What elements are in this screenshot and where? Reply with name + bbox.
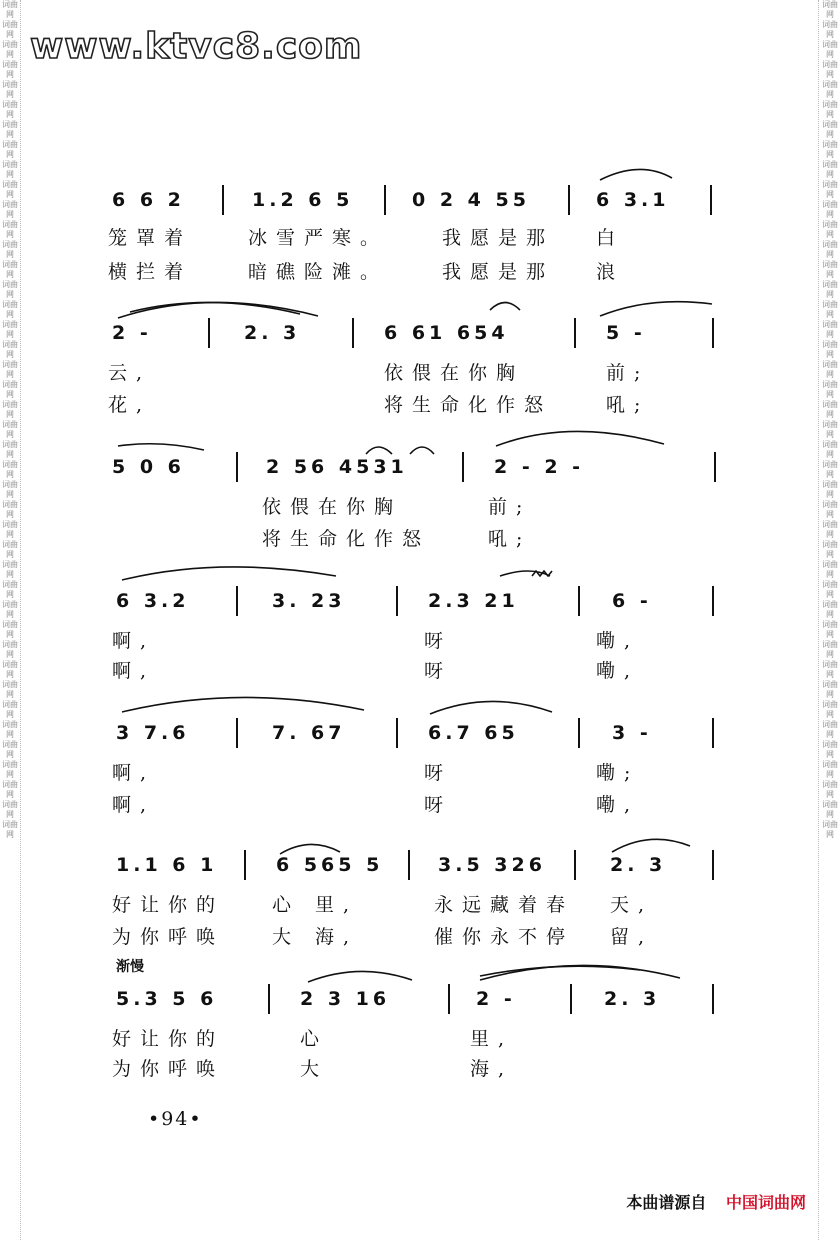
lyric: 呀: [424, 630, 453, 652]
slur: [118, 302, 318, 318]
barline: [570, 984, 572, 1014]
lyric: 为你呼唤: [112, 926, 225, 948]
lyric: 啊,: [112, 630, 156, 652]
slur: [308, 971, 412, 982]
lyric: 依偎在你胸: [262, 496, 403, 518]
measure: 1.1 6 1: [116, 854, 218, 876]
barline: [236, 452, 238, 482]
lyric: 嘞;: [596, 762, 640, 784]
measure: 2. 3: [610, 854, 667, 876]
measure: 6 3.2: [116, 590, 190, 612]
barline: [712, 850, 714, 880]
lyric: 白: [596, 227, 625, 249]
lyric: 暗礁险滩。: [248, 261, 389, 283]
lyric: 吼;: [488, 528, 532, 550]
measure: 2. 3: [244, 322, 301, 344]
lyric: 依偎在你胸: [384, 362, 525, 384]
lyric: 心 里,: [272, 894, 359, 916]
lyric: 前;: [606, 362, 650, 384]
lyric: 海,: [470, 1058, 514, 1080]
page-number: •94•: [148, 1108, 203, 1130]
barline: [208, 318, 210, 348]
lyric: 大: [300, 1058, 329, 1080]
lyric: 呀: [424, 794, 453, 816]
measure: 3 -: [612, 722, 652, 744]
lyric: 留,: [610, 926, 654, 948]
lyric: 永远藏着春: [434, 894, 575, 916]
lyric: 啊,: [112, 762, 156, 784]
barline: [712, 586, 714, 616]
lyric: 吼;: [606, 394, 650, 416]
barline: [222, 185, 224, 215]
footer-brand-link[interactable]: 中国词曲网: [725, 1193, 806, 1212]
trill-mark: [532, 571, 552, 576]
measure: 2 3 16: [300, 988, 391, 1010]
measure: 2 - 2 -: [494, 456, 585, 478]
measure: 6 3.1: [596, 189, 670, 211]
lyric: 我愿是那: [442, 227, 555, 249]
barline: [710, 185, 712, 215]
barline: [448, 984, 450, 1014]
lyric: 云,: [108, 362, 152, 384]
side-watermark-left: 词曲网 词曲网 词曲网 词曲网 词曲网 词曲网 词曲网 词曲网 词曲网 词曲网 词曲网 词曲网 词曲网 词曲网 词曲网 词曲网 词曲网 词曲网 词曲网 词曲网 词曲网 词曲网 词曲网 词曲网 词曲网 词曲网 词曲网 词曲网 词曲网 词曲网 词曲网 词曲网 词曲网 词曲网 词曲网 词曲网 词曲网 词曲网 词曲网 词曲网 词曲网 词曲网: [2, 0, 18, 839]
measure: 7. 67: [272, 722, 346, 744]
measure: 6 565 5: [276, 854, 384, 876]
measure: 5 -: [606, 322, 646, 344]
measure: 6 -: [612, 590, 652, 612]
measure: 3 7.6: [116, 722, 190, 744]
slur: [490, 303, 520, 311]
barline: [236, 718, 238, 748]
footer-credit: [626, 1190, 806, 1213]
lyric: 呀: [424, 660, 453, 682]
barline: [244, 850, 246, 880]
lyric: 心: [300, 1028, 329, 1050]
lyric: 催你永不停: [434, 926, 575, 948]
barline: [352, 318, 354, 348]
barline: [396, 718, 398, 748]
barline: [462, 452, 464, 482]
barline: [574, 318, 576, 348]
lyric: 冰雪严寒。: [248, 227, 389, 249]
lyric: 笼罩着: [108, 227, 193, 249]
slur: [500, 571, 550, 576]
barline: [268, 984, 270, 1014]
tempo-mark-ritardando: 渐慢: [116, 959, 144, 975]
barline: [578, 586, 580, 616]
measure: 1.2 6 5: [252, 189, 354, 211]
barline: [712, 318, 714, 348]
side-watermark-right: 词曲网 词曲网 词曲网 词曲网 词曲网 词曲网 词曲网 词曲网 词曲网 词曲网 词曲网 词曲网 词曲网 词曲网 词曲网 词曲网 词曲网 词曲网 词曲网 词曲网 词曲网 词曲网 词曲网 词曲网 词曲网 词曲网 词曲网 词曲网 词曲网 词曲网 词曲网 词曲网 词曲网 词曲网 词曲网 词曲网 词曲网 词曲网 词曲网 词曲网 词曲网 词曲网: [822, 0, 838, 839]
barline: [574, 850, 576, 880]
lyric: 我愿是那: [442, 261, 555, 283]
lyric: 浪: [596, 261, 625, 283]
barline: [568, 185, 570, 215]
measure: 2. 3: [604, 988, 661, 1010]
slur: [430, 701, 552, 714]
footer-source-label: 本曲谱源自: [626, 1193, 707, 1212]
measure: 5.3 5 6: [116, 988, 218, 1010]
lyric: 将生命化作怒: [262, 528, 431, 550]
lyric: 啊,: [112, 794, 156, 816]
lyric: 好让你的: [112, 894, 225, 916]
lyric: 将生命化作怒: [384, 394, 553, 416]
lyric: 嘞,: [596, 794, 640, 816]
measure: 2 -: [112, 322, 152, 344]
slur: [122, 697, 364, 712]
barline: [714, 452, 716, 482]
measure: 3. 23: [272, 590, 346, 612]
slur: [496, 431, 664, 446]
barline: [236, 586, 238, 616]
measure: 3.5 326: [438, 854, 546, 876]
measure: 2 56 4531: [266, 456, 408, 478]
lyric: 嘞,: [596, 630, 640, 652]
site-watermark: www.ktvc8.com: [30, 26, 363, 67]
slur: [600, 302, 712, 316]
barline: [384, 185, 386, 215]
barline: [712, 718, 714, 748]
measure: 6.7 65: [428, 722, 519, 744]
lyric: 嘞,: [596, 660, 640, 682]
barline: [578, 718, 580, 748]
slur: [122, 567, 336, 580]
barline: [396, 586, 398, 616]
lyric: 天,: [610, 894, 654, 916]
measure: 0 2 4 55: [412, 189, 530, 211]
lyric: 好让你的: [112, 1028, 225, 1050]
measure: 6 61 654: [384, 322, 509, 344]
lyric: 横拦着: [108, 261, 193, 283]
lyric: 呀: [424, 762, 453, 784]
slur: [118, 444, 204, 450]
measure: 2.3 21: [428, 590, 519, 612]
slur: [600, 169, 672, 180]
measure: 6 6 2: [112, 189, 185, 211]
slur: [480, 966, 640, 976]
lyric: 大 海,: [272, 926, 359, 948]
lyric: 为你呼唤: [112, 1058, 225, 1080]
barline: [712, 984, 714, 1014]
lyric: 啊,: [112, 660, 156, 682]
measure: 5 0 6: [112, 456, 185, 478]
lyric: 花,: [108, 394, 152, 416]
barline: [408, 850, 410, 880]
lyric: 前;: [488, 496, 532, 518]
slur: [130, 302, 300, 314]
lyric: 里,: [470, 1028, 514, 1050]
slur: [480, 965, 680, 980]
measure: 2 -: [476, 988, 516, 1010]
